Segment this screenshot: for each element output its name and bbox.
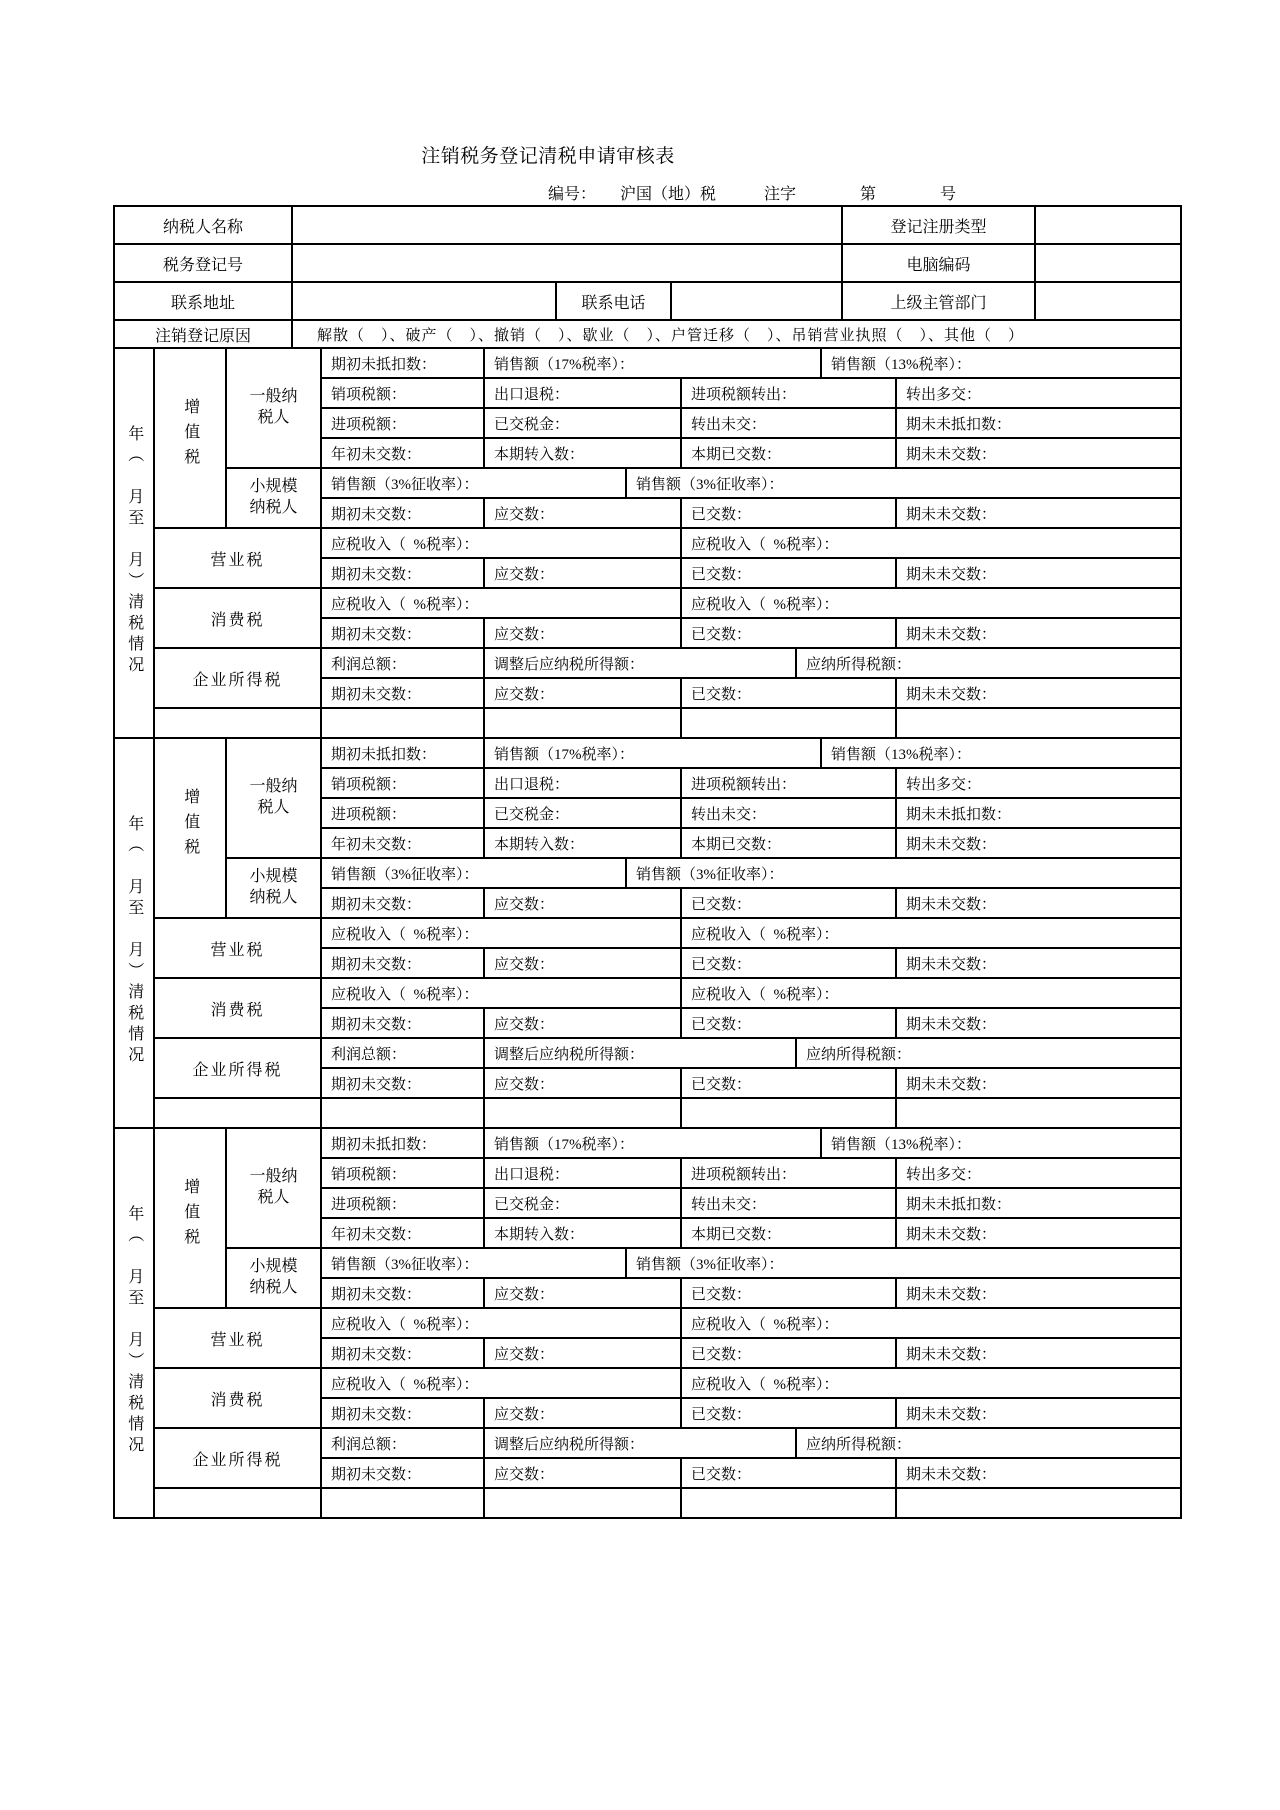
contact-address-value xyxy=(292,282,556,320)
general-taxpayer-label-cell xyxy=(226,1128,321,1248)
field-label: 本期转入数： xyxy=(484,828,681,858)
vat-label: 增值税 xyxy=(181,1178,199,1253)
blank-cell xyxy=(681,708,896,738)
field-label: 应税收入（ %税率）： xyxy=(321,588,681,618)
field-label: 期初未抵扣数： xyxy=(321,348,484,378)
field-label: 调整后应纳税所得额： xyxy=(484,1038,796,1068)
field-label: 出口退税： xyxy=(484,1158,681,1188)
small-taxpayer-label-cell xyxy=(226,858,321,918)
table-row xyxy=(114,1248,1181,1278)
table-row xyxy=(114,1308,1181,1338)
business-tax-label: 营业税 xyxy=(154,528,321,588)
field-label: 期未未交数： xyxy=(896,888,1181,918)
field-label: 本期已交数： xyxy=(681,828,896,858)
field-label: 利润总额： xyxy=(321,1428,484,1458)
superior-department-label: 上级主管部门 xyxy=(842,282,1035,320)
field-label: 进项税额转出： xyxy=(681,768,896,798)
field-label: 期初未抵扣数： xyxy=(321,738,484,768)
field-label: 应税收入（ %税率）： xyxy=(681,1368,1181,1398)
field-label: 应交数： xyxy=(484,1278,681,1308)
field-label: 期初未交数： xyxy=(321,1068,484,1098)
field-label: 应交数： xyxy=(484,618,681,648)
field-label: 已交税金： xyxy=(484,408,681,438)
field-label: 销售额（13%税率）： xyxy=(821,348,1181,378)
field-label: 已交数： xyxy=(681,1008,896,1038)
general-taxpayer-label: 一般纳税人 xyxy=(249,1168,298,1206)
field-label: 应税收入（ %税率）： xyxy=(681,918,1181,948)
field-label: 已交数： xyxy=(681,1458,896,1488)
field-label: 期初未交数： xyxy=(321,618,484,648)
table-row xyxy=(114,648,1181,678)
income-tax-label: 企业所得税 xyxy=(154,1428,321,1488)
business-tax-label: 营业税 xyxy=(154,918,321,978)
blank-cell xyxy=(484,1488,681,1518)
field-label: 应税收入（ %税率）： xyxy=(321,918,681,948)
blank-cell xyxy=(681,1098,896,1128)
field-label: 已交税金： xyxy=(484,1188,681,1218)
field-label: 期未未抵扣数： xyxy=(896,1188,1181,1218)
field-label: 已交数： xyxy=(681,498,896,528)
field-label: 应交数： xyxy=(484,888,681,918)
header-row-2 xyxy=(114,244,1181,282)
field-label: 利润总额： xyxy=(321,648,484,678)
table-row xyxy=(114,858,1181,888)
field-label: 转出未交： xyxy=(681,798,896,828)
field-label: 销售额（3%征收率）： xyxy=(321,468,626,498)
field-label: 应交数： xyxy=(484,1338,681,1368)
field-label: 销售额（13%税率）： xyxy=(821,738,1181,768)
blank-cell xyxy=(896,708,1181,738)
superior-department-value xyxy=(1035,282,1181,320)
vat-label: 增值税 xyxy=(181,788,199,863)
small-taxpayer-label-cell xyxy=(226,1248,321,1308)
field-label: 应纳所得税额： xyxy=(796,1428,1181,1458)
field-label: 应税收入（ %税率）： xyxy=(681,1308,1181,1338)
blank-cell xyxy=(896,1098,1181,1128)
field-label: 年初未交数： xyxy=(321,828,484,858)
blank-cell xyxy=(484,1098,681,1128)
field-label: 销项税额： xyxy=(321,768,484,798)
field-label: 应税收入（ %税率）： xyxy=(681,588,1181,618)
field-label: 销售额（3%征收率）： xyxy=(321,1248,626,1278)
tax-registration-no-label: 税务登记号 xyxy=(114,244,292,282)
field-label: 已交数： xyxy=(681,1068,896,1098)
blank-cell xyxy=(321,1488,484,1518)
computer-code-value xyxy=(1035,244,1181,282)
field-label: 应纳所得税额： xyxy=(796,648,1181,678)
field-label: 期未未交数： xyxy=(896,1398,1181,1428)
field-label: 出口退税： xyxy=(484,768,681,798)
contact-phone-value xyxy=(671,282,842,320)
field-label: 已交数： xyxy=(681,678,896,708)
field-label: 进项税额： xyxy=(321,798,484,828)
field-label: 应交数： xyxy=(484,498,681,528)
header-row-3 xyxy=(114,282,1181,320)
table-row-empty xyxy=(114,708,1181,738)
field-label: 销售额（3%征收率）： xyxy=(626,468,1181,498)
form-title: 注销税务登记清税申请审核表 xyxy=(421,146,675,167)
field-label: 期初未交数： xyxy=(321,558,484,588)
field-label: 转出多交： xyxy=(896,378,1181,408)
field-label: 转出多交： xyxy=(896,768,1181,798)
form-number-line: 编号： 沪国（地）税 注字 第 号 xyxy=(548,186,957,203)
field-label: 已交数： xyxy=(681,1398,896,1428)
field-label: 出口退税： xyxy=(484,378,681,408)
field-label: 期未未交数： xyxy=(896,1338,1181,1368)
field-label: 期未未交数： xyxy=(896,558,1181,588)
field-label: 期初未交数： xyxy=(321,948,484,978)
field-label: 期初未交数： xyxy=(321,1398,484,1428)
dereg-reason-options: 解散（ ）、破产（ ）、撤销（ ）、歇业（ ）、户管迁移（ ）、吊销营业执照（ ）、其他（ ） xyxy=(292,320,1181,348)
tax-registration-no-value xyxy=(292,244,842,282)
blank-cell xyxy=(154,1488,321,1518)
field-label: 进项税额转出： xyxy=(681,378,896,408)
field-label: 年初未交数： xyxy=(321,438,484,468)
period-label: 年（ 月至 月）清税情况 xyxy=(125,1184,143,1457)
field-label: 已交数： xyxy=(681,558,896,588)
field-label: 应交数： xyxy=(484,558,681,588)
consumption-tax-label: 消费税 xyxy=(154,588,321,648)
field-label: 期初未交数： xyxy=(321,678,484,708)
field-label: 应交数： xyxy=(484,1068,681,1098)
field-label: 已交数： xyxy=(681,1278,896,1308)
period-label: 年（ 月至 月）清税情况 xyxy=(125,794,143,1067)
field-label: 应交数： xyxy=(484,678,681,708)
field-label: 应税收入（ %税率）： xyxy=(321,1308,681,1338)
field-label: 期初未交数： xyxy=(321,1278,484,1308)
blank-cell xyxy=(484,708,681,738)
field-label: 期未未抵扣数： xyxy=(896,798,1181,828)
field-label: 期初未交数： xyxy=(321,498,484,528)
field-label: 本期转入数： xyxy=(484,438,681,468)
registration-type-value xyxy=(1035,206,1181,244)
field-label: 应税收入（ %税率）： xyxy=(321,1368,681,1398)
header-row-1 xyxy=(114,206,1181,244)
tax-sections xyxy=(113,347,1180,1519)
table-row xyxy=(114,528,1181,558)
field-label: 期未未交数： xyxy=(896,498,1181,528)
year-section-table xyxy=(113,347,1182,739)
field-label: 进项税额： xyxy=(321,408,484,438)
vat-label-cell xyxy=(154,738,226,918)
table-row xyxy=(114,588,1181,618)
table-row xyxy=(114,348,1181,378)
field-label: 调整后应纳税所得额： xyxy=(484,1428,796,1458)
blank-cell xyxy=(321,1098,484,1128)
period-label-cell xyxy=(114,348,154,738)
consumption-tax-label: 消费税 xyxy=(154,978,321,1038)
table-row xyxy=(114,468,1181,498)
blank-cell xyxy=(321,708,484,738)
registration-type-label: 登记注册类型 xyxy=(842,206,1035,244)
field-label: 应税收入（ %税率）： xyxy=(681,528,1181,558)
table-row xyxy=(114,918,1181,948)
field-label: 进项税额： xyxy=(321,1188,484,1218)
header-table xyxy=(113,205,1182,349)
small-taxpayer-label: 小规模纳税人 xyxy=(249,478,298,516)
computer-code-label: 电脑编码 xyxy=(842,244,1035,282)
small-taxpayer-label: 小规模纳税人 xyxy=(249,1258,298,1296)
vat-label-cell xyxy=(154,348,226,528)
field-label: 本期已交数： xyxy=(681,438,896,468)
vat-label-cell xyxy=(154,1128,226,1308)
field-label: 应税收入（ %税率）： xyxy=(321,528,681,558)
general-taxpayer-label-cell xyxy=(226,348,321,468)
field-label: 年初未交数： xyxy=(321,1218,484,1248)
field-label: 已交税金： xyxy=(484,798,681,828)
table-row xyxy=(114,1428,1181,1458)
field-label: 期初未交数： xyxy=(321,888,484,918)
period-label: 年（ 月至 月）清税情况 xyxy=(125,404,143,677)
field-label: 转出未交： xyxy=(681,408,896,438)
consumption-tax-label: 消费税 xyxy=(154,1368,321,1428)
blank-cell xyxy=(681,1488,896,1518)
form-table-area xyxy=(113,205,1180,1519)
field-label: 期未未交数： xyxy=(896,1068,1181,1098)
field-label: 期未未交数： xyxy=(896,1008,1181,1038)
field-label: 期未未交数： xyxy=(896,438,1181,468)
field-label: 销售额（17%税率）： xyxy=(484,1128,821,1158)
table-row xyxy=(114,978,1181,1008)
general-taxpayer-label-cell xyxy=(226,738,321,858)
field-label: 进项税额转出： xyxy=(681,1158,896,1188)
field-label: 销项税额： xyxy=(321,1158,484,1188)
field-label: 转出多交： xyxy=(896,1158,1181,1188)
dereg-reason-label: 注销登记原因 xyxy=(114,320,292,348)
field-label: 应交数： xyxy=(484,1398,681,1428)
table-row xyxy=(114,1038,1181,1068)
field-label: 销售额（13%税率）： xyxy=(821,1128,1181,1158)
field-label: 期未未交数： xyxy=(896,1278,1181,1308)
blank-cell xyxy=(154,708,321,738)
field-label: 期初未交数： xyxy=(321,1008,484,1038)
business-tax-label: 营业税 xyxy=(154,1308,321,1368)
field-label: 销售额（17%税率）： xyxy=(484,738,821,768)
field-label: 应税收入（ %税率）： xyxy=(321,978,681,1008)
field-label: 调整后应纳税所得额： xyxy=(484,648,796,678)
field-label: 销售额（3%征收率）： xyxy=(321,858,626,888)
field-label: 已交数： xyxy=(681,1338,896,1368)
year-section-table xyxy=(113,737,1182,1129)
field-label: 期初未抵扣数： xyxy=(321,1128,484,1158)
field-label: 期未未交数： xyxy=(896,828,1181,858)
dereg-reason-row xyxy=(114,320,1181,348)
field-label: 转出未交： xyxy=(681,1188,896,1218)
field-label: 期未未交数： xyxy=(896,1458,1181,1488)
field-label: 期初未交数： xyxy=(321,1338,484,1368)
general-taxpayer-label: 一般纳税人 xyxy=(249,388,298,426)
field-label: 期未未交数： xyxy=(896,678,1181,708)
general-taxpayer-label: 一般纳税人 xyxy=(249,778,298,816)
field-label: 销售额（3%征收率）： xyxy=(626,1248,1181,1278)
blank-cell xyxy=(896,1488,1181,1518)
field-label: 期未未抵扣数： xyxy=(896,408,1181,438)
taxpayer-name-value xyxy=(292,206,842,244)
field-label: 应税收入（ %税率）： xyxy=(681,978,1181,1008)
field-label: 本期转入数： xyxy=(484,1218,681,1248)
field-label: 应交数： xyxy=(484,1008,681,1038)
field-label: 本期已交数： xyxy=(681,1218,896,1248)
field-label: 应交数： xyxy=(484,1458,681,1488)
field-label: 期未未交数： xyxy=(896,1218,1181,1248)
small-taxpayer-label: 小规模纳税人 xyxy=(249,868,298,906)
table-row-empty xyxy=(114,1098,1181,1128)
field-label: 已交数： xyxy=(681,948,896,978)
field-label: 销售额（17%税率）： xyxy=(484,348,821,378)
year-section-table xyxy=(113,1127,1182,1519)
field-label: 期未未交数： xyxy=(896,948,1181,978)
period-label-cell xyxy=(114,1128,154,1518)
field-label: 已交数： xyxy=(681,618,896,648)
small-taxpayer-label-cell xyxy=(226,468,321,528)
income-tax-label: 企业所得税 xyxy=(154,1038,321,1098)
field-label: 期未未交数： xyxy=(896,618,1181,648)
period-label-cell xyxy=(114,738,154,1128)
table-row xyxy=(114,738,1181,768)
field-label: 已交数： xyxy=(681,888,896,918)
field-label: 利润总额： xyxy=(321,1038,484,1068)
contact-phone-label: 联系电话 xyxy=(556,282,671,320)
field-label: 销售额（3%征收率）： xyxy=(626,858,1181,888)
field-label: 销项税额： xyxy=(321,378,484,408)
vat-label: 增值税 xyxy=(181,398,199,473)
field-label: 应交数： xyxy=(484,948,681,978)
field-label: 应纳所得税额： xyxy=(796,1038,1181,1068)
income-tax-label: 企业所得税 xyxy=(154,648,321,708)
blank-cell xyxy=(154,1098,321,1128)
contact-address-label: 联系地址 xyxy=(114,282,292,320)
table-row xyxy=(114,1368,1181,1398)
table-row xyxy=(114,1128,1181,1158)
table-row-empty xyxy=(114,1488,1181,1518)
taxpayer-name-label: 纳税人名称 xyxy=(114,206,292,244)
field-label: 期初未交数： xyxy=(321,1458,484,1488)
